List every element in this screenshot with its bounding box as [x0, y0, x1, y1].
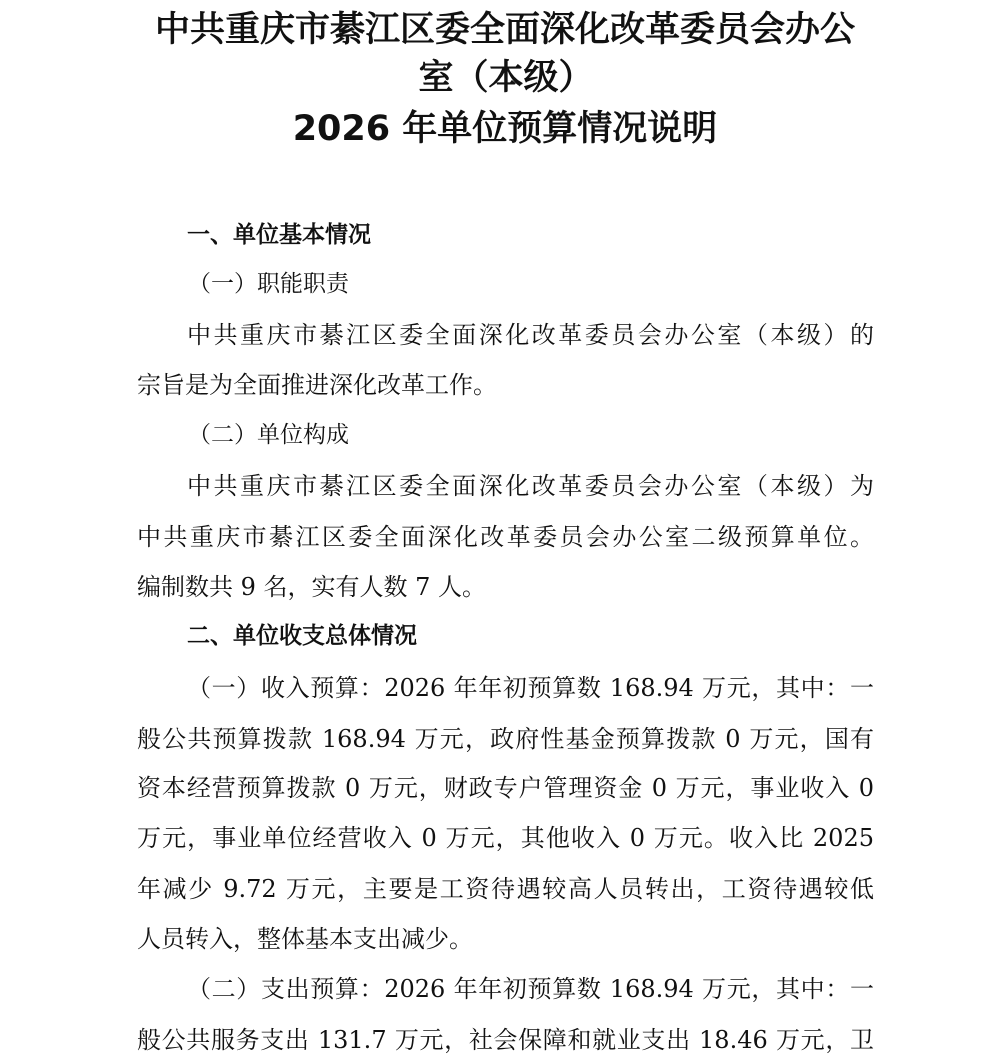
section-2-heading: 二、单位收支总体情况 [187, 623, 417, 649]
paragraph-line: （一）收入预算：2026 年年初预算数 168.94 万元，其中：一 [187, 674, 874, 702]
paragraph-line: 般公共预算拨款 168.94 万元，政府性基金预算拨款 0 万元，国有 [137, 725, 874, 753]
document-title-line-3: 2026 年单位预算情况说明 [292, 109, 718, 149]
paragraph-line: 中共重庆市綦江区委全面深化改革委员会办公室（本级）为 [187, 472, 874, 500]
section-1-sub-2-heading: （二）单位构成 [188, 422, 349, 448]
paragraph-line: 中共重庆市綦江区委全面深化改革委员会办公室二级预算单位。 [137, 523, 874, 551]
paragraph-line: 资本经营预算拨款 0 万元，财政专户管理资金 0 万元，事业收入 0 [137, 774, 874, 802]
section-1-sub-1-heading: （一）职能职责 [188, 271, 349, 297]
paragraph-line: 宗旨是为全面推进深化改革工作。 [137, 371, 497, 399]
document-title-line-1: 中共重庆市綦江区委全面深化改革委员会办公 [154, 10, 855, 50]
paragraph-line: （二）支出预算：2026 年年初预算数 168.94 万元，其中：一 [187, 975, 874, 1003]
paragraph-line: 般公共服务支出 131.7 万元，社会保障和就业支出 18.46 万元，卫 [137, 1026, 874, 1054]
paragraph-line: 编制数共 9 名，实有人数 7 人。 [137, 573, 487, 601]
document-title-line-2: 室（本级） [418, 58, 594, 98]
paragraph-line: 中共重庆市綦江区委全面深化改革委员会办公室（本级）的 [187, 321, 874, 349]
paragraph-line: 年减少 9.72 万元，主要是工资待遇较高人员转出，工资待遇较低 [137, 875, 874, 903]
paragraph-line: 万元，事业单位经营收入 0 万元，其他收入 0 万元。收入比 2025 [137, 824, 874, 852]
section-1-heading: 一、单位基本情况 [187, 222, 371, 248]
paragraph-line: 人员转入，整体基本支出减少。 [137, 925, 473, 953]
